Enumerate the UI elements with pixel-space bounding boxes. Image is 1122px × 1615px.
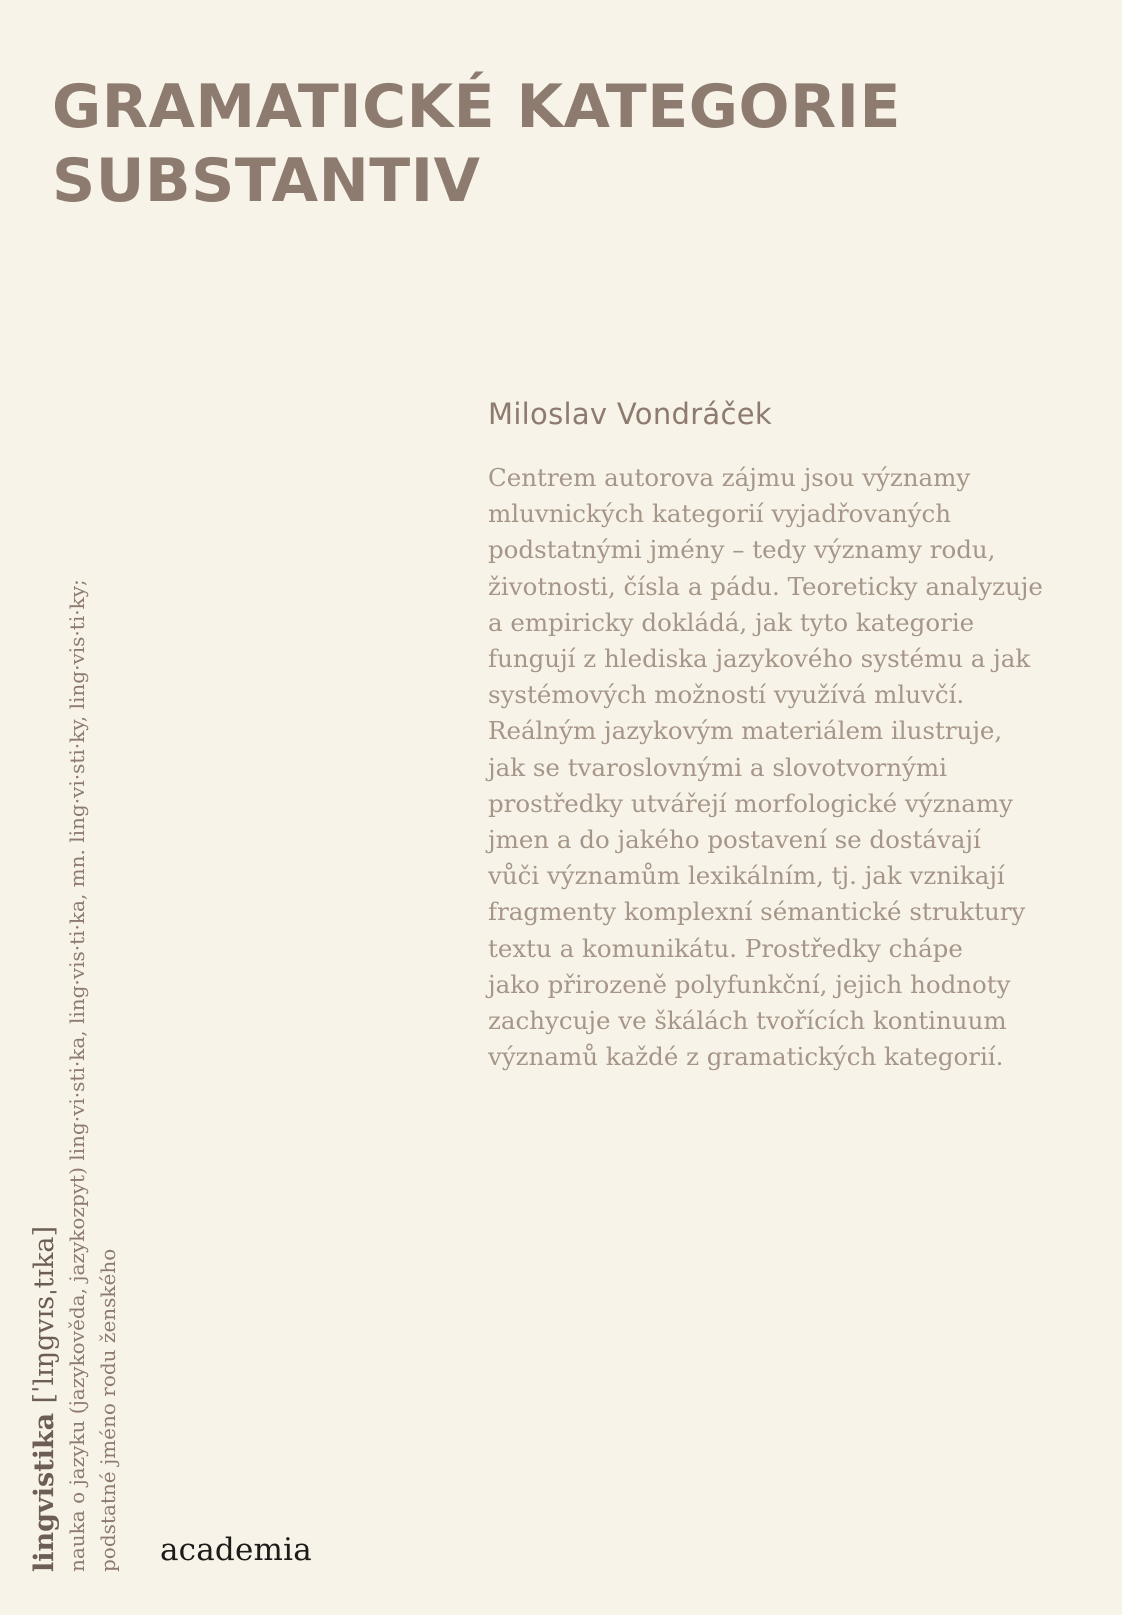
dictionary-pronunciation: [ˈlɪŋgvɪsˌtɪka] bbox=[29, 1225, 60, 1404]
description-line: významů každé z gramatických kategorií. bbox=[488, 1042, 1004, 1072]
description-line: Reálným jazykovým materiálem ilustruje, bbox=[488, 716, 1003, 746]
description-line: textu a komunikátu. Prostředky chápe bbox=[488, 933, 963, 963]
author-name: Miloslav Vondráček bbox=[488, 397, 772, 431]
description-line: zachycuje ve škálách tvořících kontinuum bbox=[488, 1006, 1007, 1036]
description-line: životnosti, čísla a pádu. Teoreticky analyzuje bbox=[488, 571, 1043, 601]
description-line: fragmenty komplexní sémantické struktury bbox=[488, 897, 1026, 927]
description-line: prostředky utvářejí morfologické významy bbox=[488, 788, 1013, 818]
dictionary-definition-line-1: nauka o jazyku (jazykověda, jazykozpyt) ling·vi·sti·ka, ling·vis·ti·ka, mn. ling·vi·sti·ky, ling·vis·ti·ky; bbox=[65, 579, 89, 1572]
description-line: fungují z hlediska jazykového systému a jak bbox=[488, 644, 1031, 674]
book-title-line-2: SUBSTANTIV bbox=[52, 146, 481, 216]
publisher-logo: academia bbox=[160, 1532, 312, 1568]
description-line: jak se tvaroslovnými a slovotvornými bbox=[488, 752, 947, 782]
dictionary-headword: lingvistika bbox=[29, 1412, 60, 1572]
dictionary-entry bbox=[28, 579, 124, 1572]
description-line: mluvnických kategorií vyjadřovaných bbox=[488, 499, 951, 529]
book-title bbox=[52, 70, 901, 218]
book-description bbox=[488, 460, 1048, 1075]
description-line: jmen a do jakého postavení se dostávají bbox=[488, 825, 981, 855]
dictionary-headword-line bbox=[28, 579, 62, 1572]
dictionary-definition-line-2: podstatné jméno rodu ženského bbox=[96, 1248, 120, 1572]
description-line: a empiricky dokládá, jak tyto kategorie bbox=[488, 607, 975, 637]
description-line: Centrem autorova zájmu jsou významy bbox=[488, 463, 971, 492]
description-line: systémových možností využívá mluvčí. bbox=[488, 680, 965, 710]
description-line: jako přirozeně polyfunkční, jejich hodnoty bbox=[488, 969, 1011, 999]
description-line: vůči významům lexikálním, tj. jak vznikají bbox=[488, 861, 1005, 891]
book-title-line-1: GRAMATICKÉ KATEGORIE bbox=[52, 72, 901, 142]
description-line: podstatnými jmény – tedy významy rodu, bbox=[488, 535, 996, 565]
